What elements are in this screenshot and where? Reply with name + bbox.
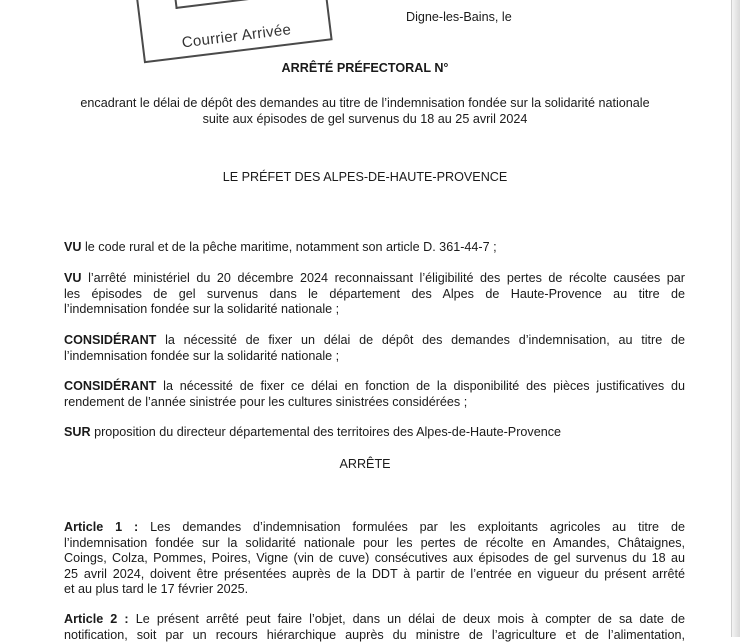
- visa-text: l’arrêté ministériel du 20 décembre 2024 reconnaissant l’éligibilité des pertes de récolte causées par: [88, 271, 685, 285]
- visa-text: le code rural et de la pêche maritime, notamment son article D. 361-44-7 ;: [85, 240, 497, 254]
- article-2: [64, 612, 685, 643]
- document-subtitle: [0, 96, 730, 127]
- considerant-line: rendement de l’année sinistrée pour les cultures sinistrées considérées ;: [64, 395, 685, 411]
- article-lead: Article 2 :: [64, 612, 129, 626]
- considerant-lead: CONSIDÉRANT: [64, 333, 156, 347]
- proposition-paragraph: [64, 425, 685, 441]
- visa-paragraph: [64, 240, 685, 256]
- article-line: 25 avril 2024, doivent être présentées auprès de la DDT à partir de l’entrée en vigueur du présent arrêté: [64, 567, 685, 583]
- visa-lead: VU: [64, 271, 82, 285]
- document-title: ARRÊTÉ PRÉFECTORAL N°: [0, 61, 730, 77]
- considerant-paragraph: [64, 333, 685, 364]
- visa-line: [64, 271, 685, 287]
- considerant-line: [64, 333, 685, 349]
- subtitle-line: suite aux épisodes de gel survenus du 18 au 25 avril 2024: [0, 112, 730, 128]
- considerant-line: l’indemnisation fondée sur la solidarité nationale ;: [64, 349, 685, 365]
- considerant-lead: CONSIDÉRANT: [64, 379, 156, 393]
- subtitle-line: encadrant le délai de dépôt des demandes au titre de l’indemnisation fondée sur la solidarité nationale: [0, 96, 730, 112]
- place-date: Digne-les-Bains, le: [406, 10, 512, 26]
- proposition-text: proposition du directeur départemental des territoires des Alpes-de-Haute-Provence: [94, 425, 561, 439]
- prefet-heading: LE PRÉFET DES ALPES-DE-HAUTE-PROVENCE: [0, 170, 730, 186]
- page-edge-shadow: [731, 0, 740, 637]
- article-line: Coings, Colza, Pommes, Poires, Vigne (vin de cuve) consécutives aux épisodes de gel survenus du 18 au: [64, 551, 685, 567]
- article-line: [64, 612, 685, 628]
- article-line: l’indemnisation fondée sur la solidarité nationale pour les pertes de récolte en Amandes, Châtaignes,: [64, 536, 685, 552]
- article-text: Le présent arrêté peut faire l’objet, dans un délai de deux mois à compter de sa date de: [136, 612, 685, 626]
- considerant-text: la nécessité de fixer un délai de dépôt des demandes d’indemnisation, au titre de: [165, 333, 685, 347]
- article-line: notification, soit par un recours hiérarchique auprès du ministre de l’agriculture et de l’alimentation,: [64, 628, 685, 643]
- considerant-paragraph: [64, 379, 685, 410]
- considerant-line: [64, 379, 685, 395]
- visa-line: l’indemnisation fondée sur la solidarité nationale ;: [64, 302, 685, 318]
- visa-lead: VU: [64, 240, 82, 254]
- proposition-lead: SUR: [64, 425, 91, 439]
- article-lead: Article 1 :: [64, 520, 138, 534]
- stamp-label: Courrier Arrivée: [143, 17, 330, 55]
- visa-paragraph: [64, 271, 685, 318]
- considerant-text: la nécessité de fixer ce délai en fonction de la disponibilité des pièces justificatives du: [163, 379, 685, 393]
- proposition-line: [64, 425, 685, 441]
- article-line: et au plus tard le 17 février 2025.: [64, 582, 685, 598]
- article-line: [64, 520, 685, 536]
- article-text: Les demandes d’indemnisation formulées par les exploitants agricoles au titre de: [150, 520, 685, 534]
- stamp-inner-box: [172, 0, 283, 9]
- visa-line: les épisodes de gel survenus dans le département des Alpes de Haute-Provence au titre de: [64, 287, 685, 303]
- arrete-heading: ARRÊTE: [0, 457, 730, 473]
- courrier-arrive-stamp: [133, 0, 332, 63]
- visa-line: [64, 240, 685, 256]
- article-1: [64, 520, 685, 598]
